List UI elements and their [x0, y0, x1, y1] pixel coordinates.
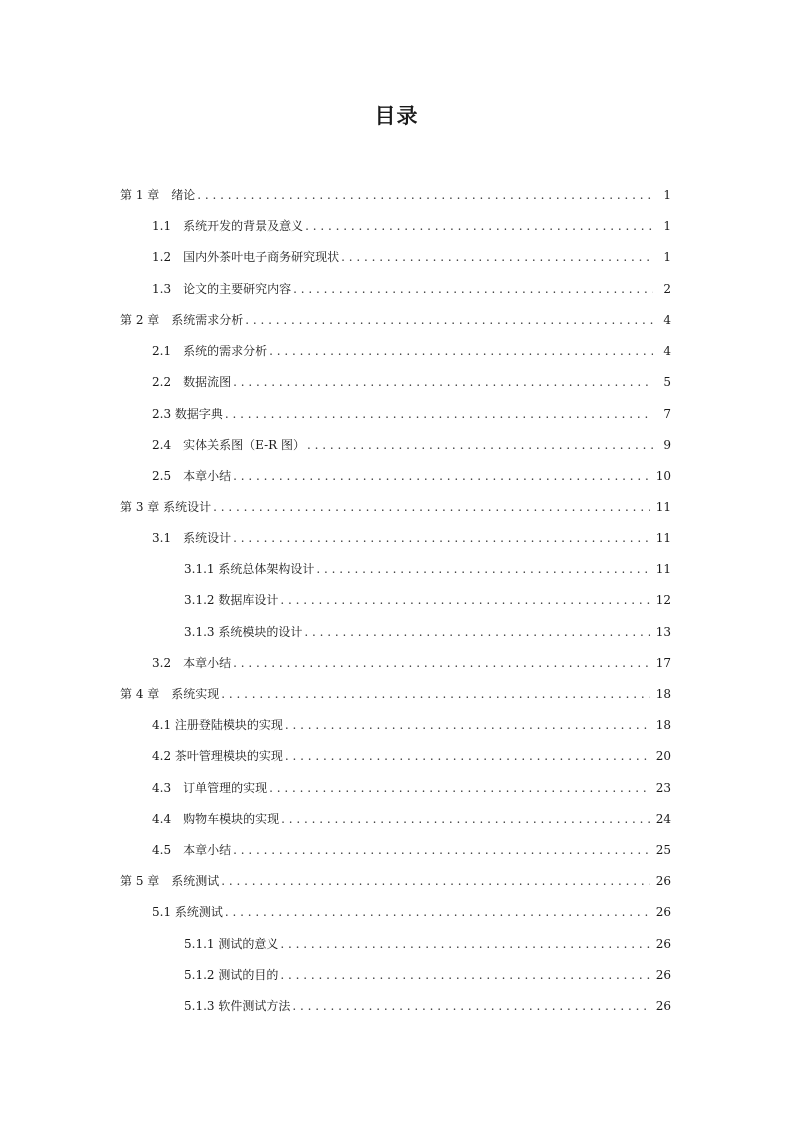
dot-leader: [225, 404, 653, 424]
dot-leader: [221, 871, 649, 891]
toc-entry-page: 5: [663, 375, 671, 389]
toc-entry[interactable]: [184, 996, 671, 1016]
toc-entry[interactable]: [152, 778, 671, 798]
toc-entry-page: 26: [655, 905, 671, 919]
toc-entry-label: 第 5 章 系统测试: [120, 874, 220, 888]
toc-entry[interactable]: [152, 809, 671, 829]
toc-entry-page: 10: [655, 469, 671, 483]
toc-entry-label: 2.2 数据流图: [152, 375, 232, 389]
toc-entry-page: 1: [663, 219, 671, 233]
toc-entry-label: 5.1.2 测试的目的: [184, 968, 279, 982]
toc-entry-page: 11: [655, 531, 671, 545]
toc-entry[interactable]: [120, 684, 671, 704]
dot-leader: [304, 622, 649, 642]
dot-leader: [292, 996, 649, 1016]
toc-entry-page: 11: [655, 500, 671, 514]
toc-entry-page: 9: [663, 438, 671, 452]
toc-entry-label: 3.1.2 数据库设计: [184, 593, 279, 607]
dot-leader: [233, 840, 650, 860]
toc-entry[interactable]: [152, 746, 671, 766]
dot-leader: [281, 809, 650, 829]
dot-leader: [225, 902, 650, 922]
dot-leader: [233, 528, 650, 548]
toc-entry[interactable]: [184, 965, 671, 985]
toc-entry[interactable]: [152, 404, 671, 424]
dot-leader: [233, 372, 653, 392]
dot-leader: [213, 497, 650, 517]
toc-entry[interactable]: [120, 497, 671, 517]
toc-entry-label: 3.1.3 系统模块的设计: [184, 625, 303, 639]
toc-entry[interactable]: [152, 341, 671, 361]
toc-entry-label: 2.5 本章小结: [152, 469, 232, 483]
dot-leader: [305, 216, 653, 236]
toc-entry[interactable]: [152, 715, 671, 735]
toc-entry[interactable]: [120, 185, 671, 205]
toc-entry-label: 4.2 茶叶管理模块的实现: [152, 749, 283, 763]
toc-entry-label: 5.1.3 软件测试方法: [184, 999, 291, 1013]
toc-entry-label: 4.5 本章小结: [152, 843, 232, 857]
toc-entry-label: 1.2 国内外茶叶电子商务研究现状: [152, 250, 340, 264]
toc-entry-page: 24: [655, 812, 671, 826]
dot-leader: [293, 279, 653, 299]
dot-leader: [285, 715, 650, 735]
toc-entry-page: 12: [655, 593, 671, 607]
toc-entry-page: 20: [655, 749, 671, 763]
toc-entry-label: 3.1.1 系统总体架构设计: [184, 562, 315, 576]
dot-leader: [341, 247, 653, 267]
dot-leader: [285, 746, 650, 766]
toc-entry[interactable]: [120, 310, 671, 330]
dot-leader: [280, 590, 649, 610]
toc-entry-label: 3.1 系统设计: [152, 531, 232, 545]
toc-entry-label: 4.1 注册登陆模块的实现: [152, 718, 283, 732]
toc-entry-page: 7: [663, 407, 671, 421]
toc-entry-page: 13: [655, 625, 671, 639]
toc-entry-label: 1.3 论文的主要研究内容: [152, 282, 292, 296]
toc-entry[interactable]: [152, 653, 671, 673]
toc-entry-page: 2: [663, 282, 671, 296]
toc-entry-label: 第 4 章 系统实现: [120, 687, 220, 701]
toc-entry[interactable]: [152, 466, 671, 486]
toc-entry[interactable]: [184, 934, 671, 954]
dot-leader: [245, 310, 653, 330]
dot-leader: [316, 559, 649, 579]
toc-entry[interactable]: [152, 840, 671, 860]
toc-entry-label: 2.3 数据字典: [152, 407, 223, 421]
toc-entry-page: 26: [655, 937, 671, 951]
dot-leader: [280, 965, 649, 985]
toc-entry[interactable]: [152, 279, 671, 299]
dot-leader: [269, 778, 650, 798]
toc-entry-page: 23: [655, 781, 671, 795]
toc-entry-label: 5.1.1 测试的意义: [184, 937, 279, 951]
toc-entry-label: 1.1 系统开发的背景及意义: [152, 219, 304, 233]
dot-leader: [269, 341, 653, 361]
toc-entry-label: 3.2 本章小结: [152, 656, 232, 670]
toc-entry[interactable]: [120, 871, 671, 891]
toc-entry[interactable]: [184, 590, 671, 610]
toc-entry-page: 26: [655, 968, 671, 982]
toc-entry-page: 25: [655, 843, 671, 857]
toc-entry-label: 2.1 系统的需求分析: [152, 344, 268, 358]
toc-entry-label: 4.4 购物车模块的实现: [152, 812, 280, 826]
toc-entry[interactable]: [152, 528, 671, 548]
toc-entry-label: 5.1 系统测试: [152, 905, 223, 919]
dot-leader: [197, 185, 653, 205]
toc-entry-page: 18: [655, 718, 671, 732]
toc-entry[interactable]: [152, 216, 671, 236]
dot-leader: [221, 684, 649, 704]
toc-entry[interactable]: [152, 435, 671, 455]
toc-entry-page: 1: [663, 188, 671, 202]
toc-entry-page: 26: [655, 874, 671, 888]
toc-entry[interactable]: [152, 247, 671, 267]
toc-entry-page: 4: [663, 344, 671, 358]
toc-entry-page: 17: [655, 656, 671, 670]
toc-entry-page: 4: [663, 313, 671, 327]
toc-title: 目录: [374, 104, 419, 128]
toc-entry-label: 4.3 订单管理的实现: [152, 781, 268, 795]
toc-entry-label: 2.4 实体关系图（E-R 图）: [152, 438, 305, 452]
toc-entry[interactable]: [184, 622, 671, 642]
toc-entry-label: 第 3 章 系统设计: [120, 500, 212, 514]
toc-entry-label: 第 2 章 系统需求分析: [120, 313, 244, 327]
dot-leader: [233, 466, 650, 486]
toc-entry[interactable]: [152, 902, 671, 922]
toc-entry-page: 26: [655, 999, 671, 1013]
toc-entry-page: 1: [663, 250, 671, 264]
toc-entry-page: 18: [655, 687, 671, 701]
toc-entry[interactable]: [152, 372, 671, 392]
toc-entry-page: 11: [655, 562, 671, 576]
toc-entry[interactable]: [184, 559, 671, 579]
dot-leader: [280, 934, 649, 954]
dot-leader: [233, 653, 650, 673]
dot-leader: [307, 435, 653, 455]
toc-entry-label: 第 1 章 绪论: [120, 188, 196, 202]
